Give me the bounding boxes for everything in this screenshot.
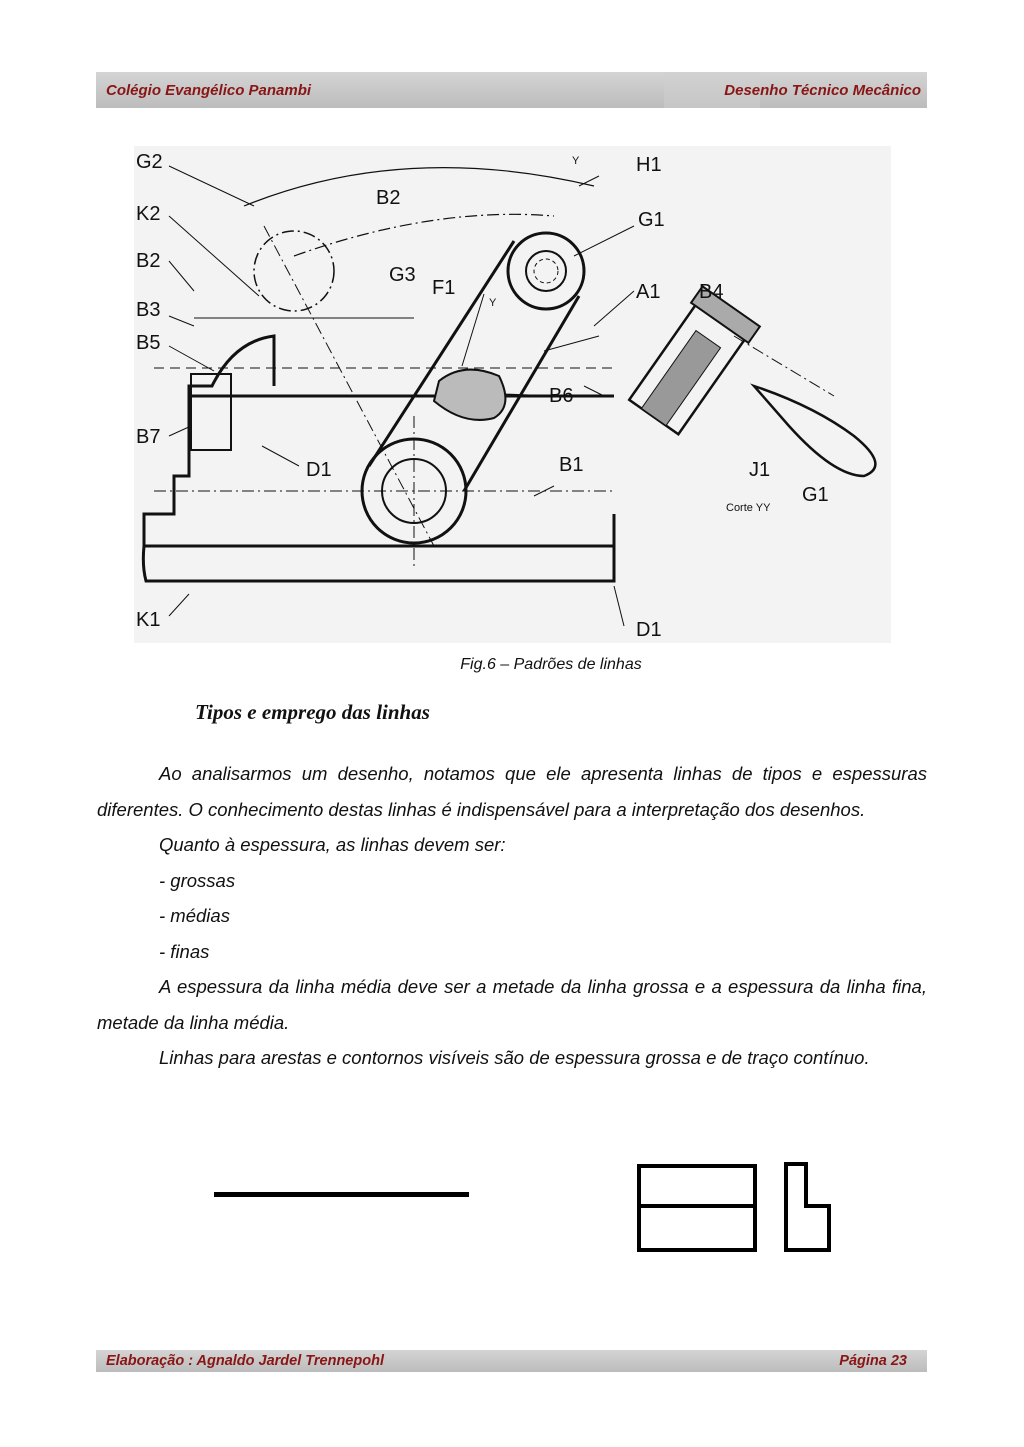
label-g1-top: G1 (638, 209, 665, 231)
paragraph-4: Linhas para arestas e contornos visíveis são de espessura grossa e de traço contínuo. (159, 1047, 870, 1068)
label-corte-yy: Corte YY (726, 502, 771, 514)
label-b3: B3 (136, 299, 161, 321)
page-footer (96, 1350, 927, 1372)
label-f1: F1 (432, 277, 456, 299)
paragraph-3: A espessura da linha média deve ser a metade da linha grossa e a espessura da linha fina, metade da linha média. (97, 976, 927, 1033)
label-y-arm: Y (489, 297, 497, 309)
label-d1-bottom: D1 (636, 619, 662, 641)
label-b4: B4 (699, 281, 724, 303)
technical-drawing (134, 146, 891, 643)
label-b6: B6 (549, 385, 574, 407)
label-b1: B1 (559, 454, 584, 476)
footer-author: Elaboração : Agnaldo Jardel Trennepohl (106, 1353, 384, 1369)
footer-page-number: Página 23 (839, 1353, 907, 1369)
label-k1: K1 (136, 609, 161, 631)
contour-examples (636, 1160, 836, 1256)
label-b5: B5 (136, 332, 161, 354)
label-j1: J1 (749, 459, 771, 481)
header-course: Desenho Técnico Mecânico (724, 81, 921, 99)
label-g3: G3 (389, 264, 416, 286)
label-k2: K2 (136, 203, 161, 225)
section-title: Tipos e emprego das linhas (195, 700, 430, 724)
paragraph-2: Quanto à espessura, as linhas devem ser: (159, 834, 506, 855)
label-a1: A1 (636, 281, 661, 303)
page-header (96, 72, 927, 108)
label-d1-mid: D1 (306, 459, 332, 481)
thick-line-sample (214, 1192, 469, 1197)
label-b2-top: B2 (376, 187, 401, 209)
header-school: Colégio Evangélico Panambi (106, 81, 312, 99)
label-h1: H1 (636, 154, 662, 176)
label-g2: G2 (136, 151, 163, 173)
label-g1-right: G1 (802, 484, 829, 506)
paragraph-1: Ao analisarmos um desenho, notamos que ele apresenta linhas de tipos e espessuras diferentes. O conhecimento destas linhas é indispensável para a interpretação dos desenhos. (97, 763, 927, 820)
list-item-medias: - médias (159, 905, 230, 926)
list-item-grossas: - grossas (159, 869, 236, 891)
list-item-finas: - finas (159, 940, 210, 962)
body-text (97, 756, 927, 1076)
label-b2-left: B2 (136, 250, 161, 272)
label-y-top: Y (572, 155, 580, 167)
figure-caption-text: Fig.6 – Padrões de linhas (460, 656, 642, 673)
figure-caption (0, 656, 1024, 674)
label-b7: B7 (136, 426, 161, 448)
